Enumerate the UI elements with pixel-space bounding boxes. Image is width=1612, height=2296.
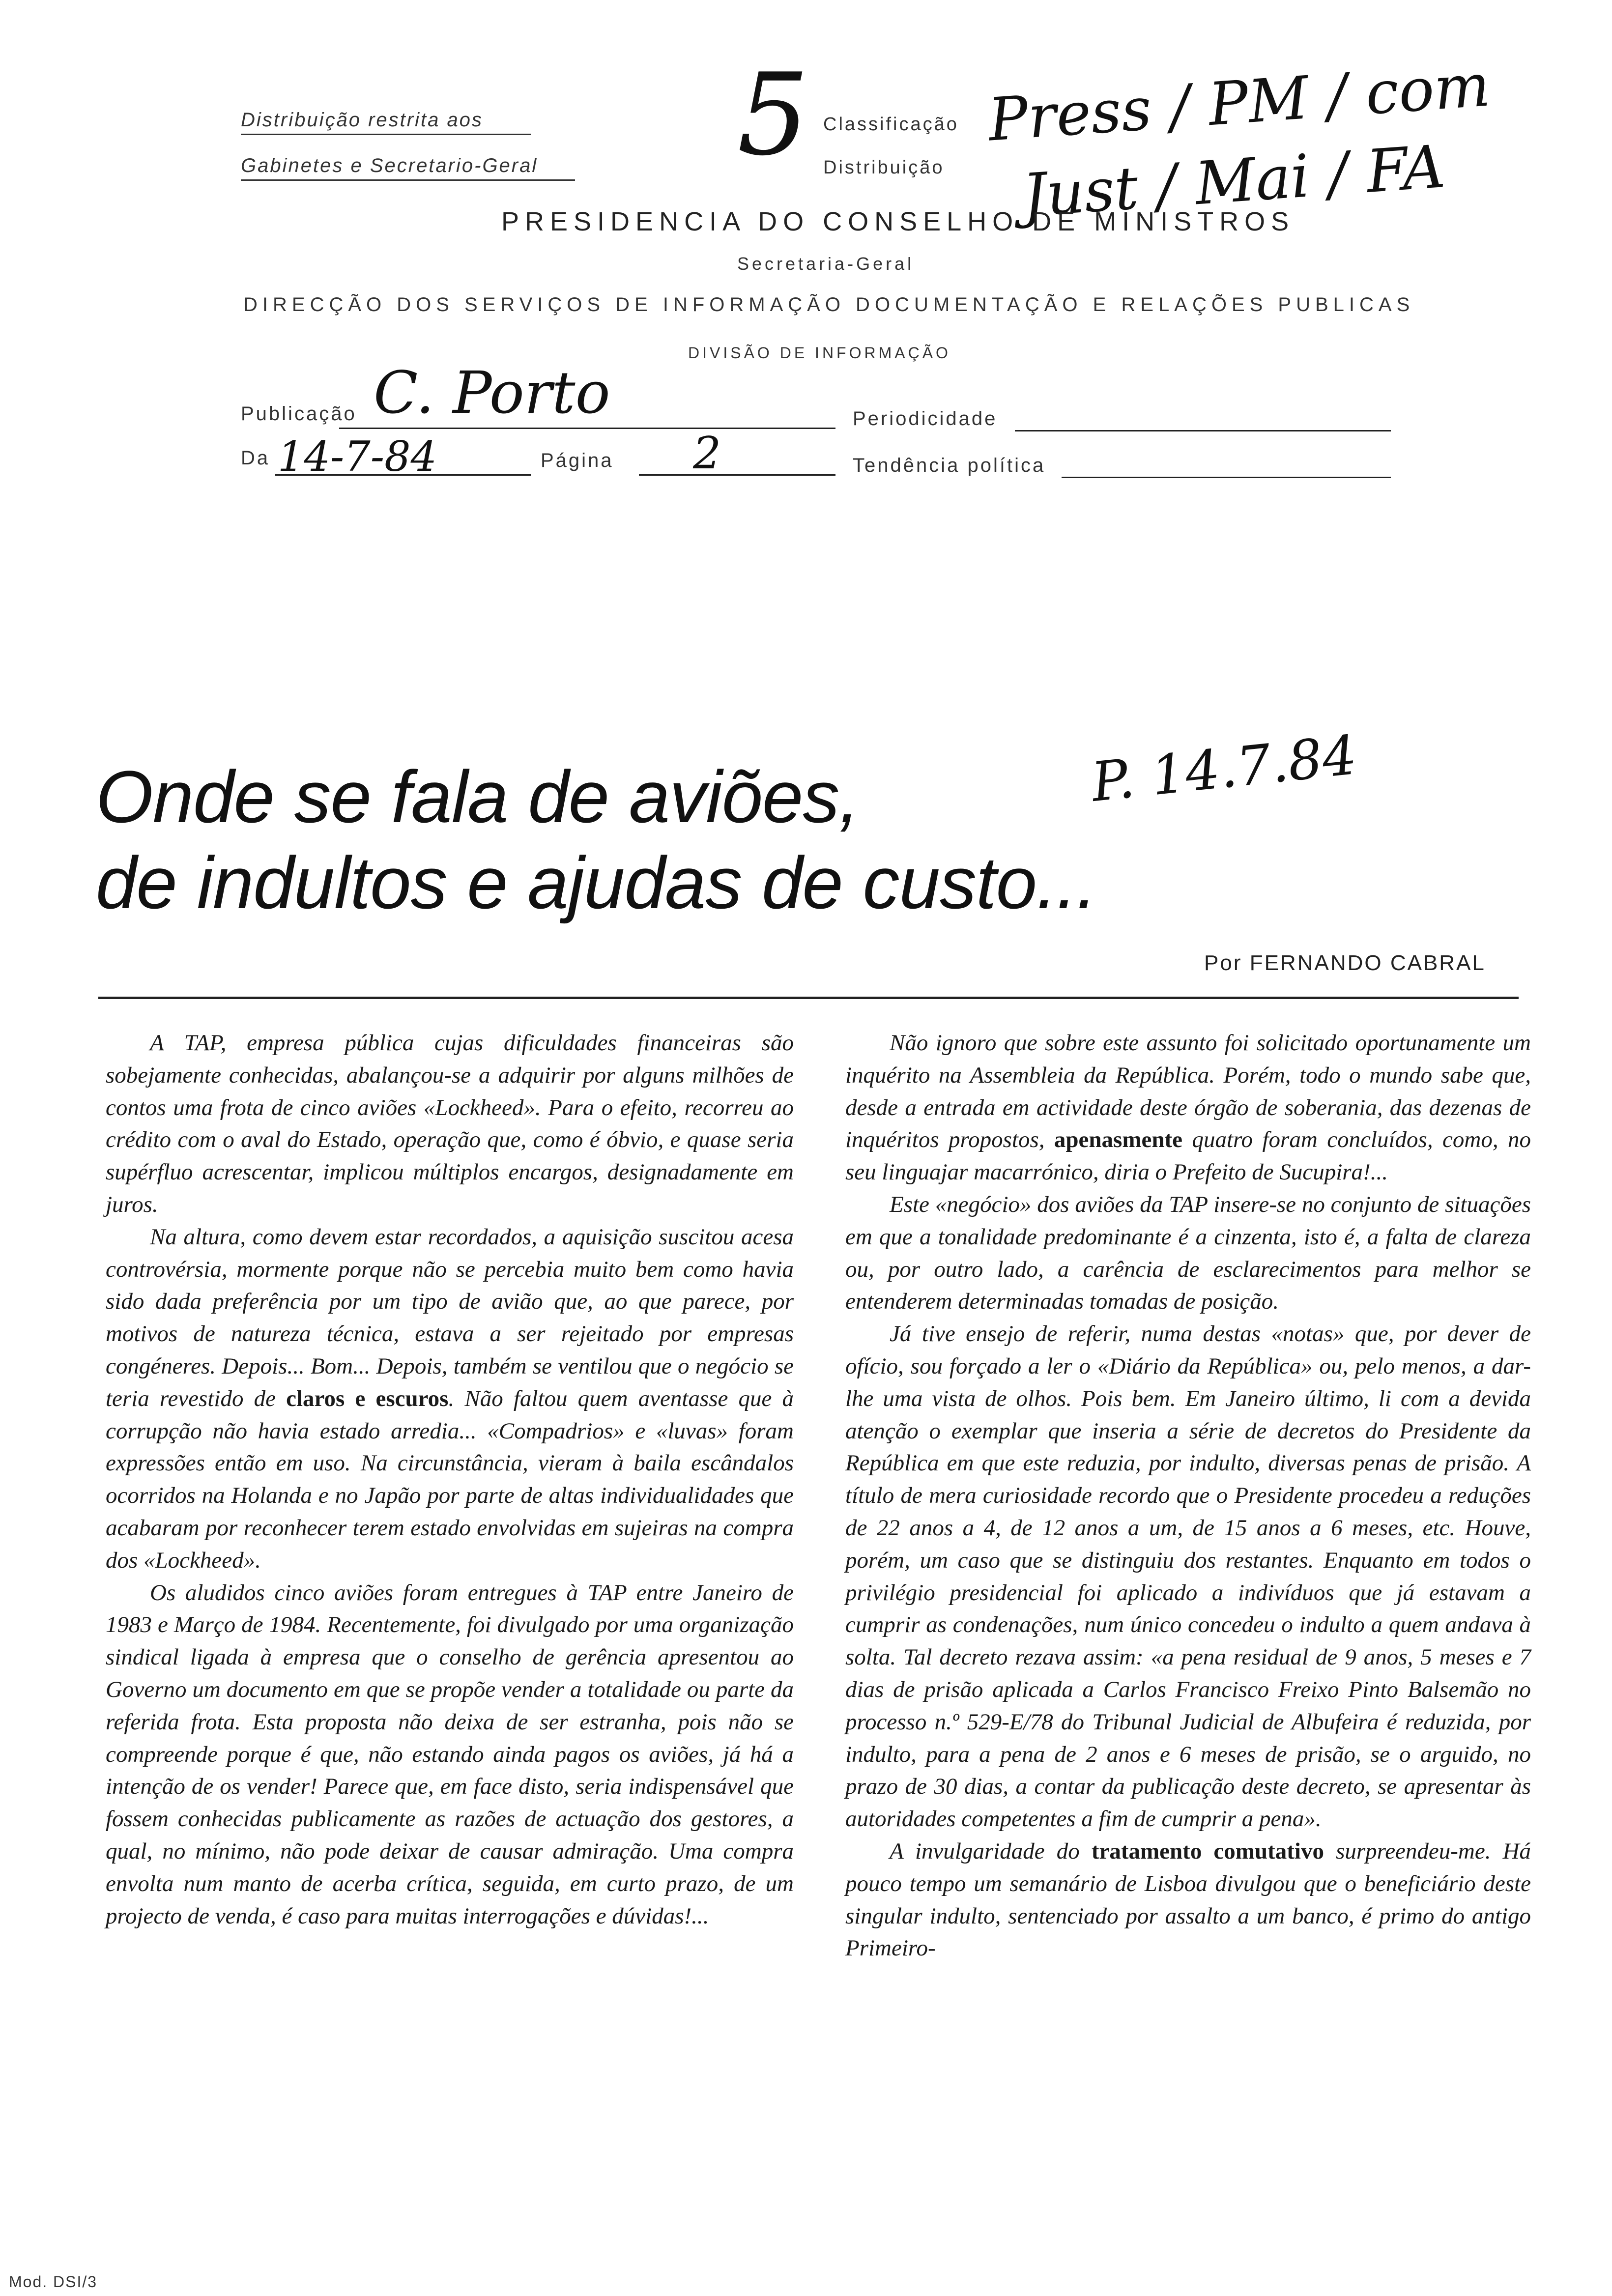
paragraph-1: A TAP, empresa pública cujas dificuldades financeiras são sobejamente conhecidas, abalançou-se a adquirir por alguns milhões de contos uma frota de cinco aviões «Lockheed». Para o efeito, recorreu ao crédito com o aval do Estado, operação que, como é óbvio, e quase seria supérfluo acrescentar, implicou múltiplos encargos, designadamente em juros. [106,1030,794,1217]
distribution-line-2: Gabinetes e Secretario-Geral [241,155,538,176]
periodicidade-label: Periodicidade [853,408,998,430]
publicacao-underline [339,428,835,429]
tendencia-label: Tendência política [853,455,1046,476]
data-value: 14-7-84 [278,432,437,481]
headline-rule [98,997,1519,999]
bold-phrase-tratamento-comutativo: tratamento comutativo [1091,1838,1324,1864]
bold-word-apenasmente: apenasmente [1054,1127,1183,1153]
secretaria-geral: Secretaria-Geral [737,254,915,274]
paragraph-7: A invulgaridade do tratamento comutativo surpreendeu-me. Há pouco tempo um semanário de Lisboa divulgou que o beneficiário deste singular indulto, sentenciado por assalto a um banco, é primo do antigo Primeiro- [845,1838,1531,1961]
article-title-line-1: Onde se fala de aviões, [96,755,860,838]
form-code: Mod. DSI/3 [9,2273,98,2291]
paragraph-5: Este «negócio» dos aviões da TAP insere-se no conjunto de situações em que a tonalidade predominante é a cinzenta, isto é, a falta de clareza ou, por outro lado, a carência de esclarecimentos para melhor se entenderem determinadas tomadas de posição. [845,1191,1531,1315]
direccao-servicos: DIRECÇÃO DOS SERVIÇOS DE INFORMAÇÃO DOCUMENTAÇÃO E RELAÇÕES PUBLICAS [243,294,1415,316]
data-underline [275,474,531,476]
distribution-underline-1 [241,134,531,135]
publicacao-label: Publicação [241,403,357,425]
paragraph-2: Na altura, como devem estar recordados, a aquisição suscitou acesa controvérsia, mormente porque não se percebia muito bem como havia sido dada preferência por um tipo de avião que, ao que parece, por motivos de natureza técnica, estava a ser rejeitado por empresas congéneres. Depois... Bom... Depois, também se ventilou que o negócio se teria revestido de claros e escuros. Não faltou quem aventasse que à corrupção não havia estado arredia... «Compadrios» e «luvas» foram expressões então em uso. Na circunstância, vieram à baila escândalos ocorridos na Holanda e no Japão por parte de altas individualidades que acabaram por reconhecer terem estado envolvidas em sujeiras na compra dos «Lockheed». [106,1224,794,1573]
article-title-line-2: de indultos e ajudas de custo... [96,841,1097,924]
byline: Por FERNANDO CABRAL [1204,951,1486,975]
distribution-line-1: Distribuição restrita aos [241,109,483,131]
handwritten-routing-line-2: Just / Mai / FA [1020,133,1447,230]
divisao-informacao: DIVISÃO DE INFORMAÇÃO [688,344,951,362]
paragraph-6: Já tive ensejo de referir, numa destas «notas» que, por dever de ofício, sou forçado a ler o «Diário da República» ou, pelo menos, a dar-lhe uma vista de olhos. Pois bem. Em Janeiro último, li com a devida atenção o exemplar que inseria a série de decretos do Presidente da República em que este reduzia, por indulto, diversas penas de prisão. A título de mera curiosidade recordo que o Presidente procedeu a reduções de 22 anos a 4, de 12 anos a um, de 15 anos a 6 meses, etc. Houve, porém, um caso que se distinguiu dos restantes. Enquanto em todos o privilégio presidencial foi aplicado a indivíduos que já estavam a cumprir as condenações, num único concedeu o indulto a quem andava à solta. Tal decreto rezava assim: «a pena residual de 9 anos, 5 meses e 7 dias de prisão aplicada a Carlos Francisco Freixo Pinto Balsemão no processo n.º 529-E/78 do Tribunal Judicial de Albufeira é reduzida, por indulto, para a pena de 2 anos e 6 meses de prisão, se o arguido, no prazo de 30 dias, a contar da publicação deste decreto, se apresentar às autoridades competentes a fim de cumprir a pena». [845,1321,1531,1832]
pagina-underline [639,474,835,476]
distribuicao-label: Distribuição [823,157,945,178]
class-number-handwritten: 5 [737,50,809,181]
publicacao-value: C. Porto [374,359,610,427]
pagina-label: Página [541,450,614,471]
periodicidade-underline [1015,430,1391,431]
pagina-value: 2 [693,428,721,479]
paragraph-3: Os aludidos cinco aviões foram entregues à TAP entre Janeiro de 1983 e Março de 1984. Recentemente, foi divulgado por uma organização sindical ligada à empresa que o conselho de gerência apresentou ao Governo um documento em que se propõe vender a totalidade ou parte da referida frota. Esta proposta não deixa de ser estranha, pois não se compreende porque é que, não estando ainda pagos os aviões, já há a intenção de os vender! Parece que, em face disto, seria indispensável que fossem conhecidas publicamente as razões de actuação dos gestores, a qual, no mínimo, não pode deixar de causar admiração. Uma compra envolta num manto de acerba crítica, seguida, em curto prazo, de um projecto de venda, é caso para muitas interrogações e dúvidas!... [106,1579,794,1929]
handwritten-title-note: P. 14.7.84 [1088,723,1360,814]
bold-phrase-claros-escuros: claros e escuros [286,1385,449,1411]
handwritten-routing-line-1: Press / PM / com [986,51,1493,155]
article-column-1 [106,1027,794,1932]
paragraph-4: Não ignoro que sobre este assunto foi solicitado oportunamente um inquérito na Assembleia da República. Porém, todo o mundo sabe que, desde a entrada em actividade deste órgão de soberania, das dezenas de inquéritos propostos, apenasmente quatro foram concluídos, como, no seu linguajar macarrónico, diria o Prefeito de Sucupira!... [845,1030,1531,1185]
institution-name: PRESIDENCIA DO CONSELHO DE MINISTROS [501,207,1295,236]
article-column-2 [845,1027,1531,1965]
data-label: Da [241,447,270,469]
tendencia-underline [1062,477,1391,478]
distribution-underline-2 [241,179,575,181]
classificacao-label: Classificação [823,114,959,135]
